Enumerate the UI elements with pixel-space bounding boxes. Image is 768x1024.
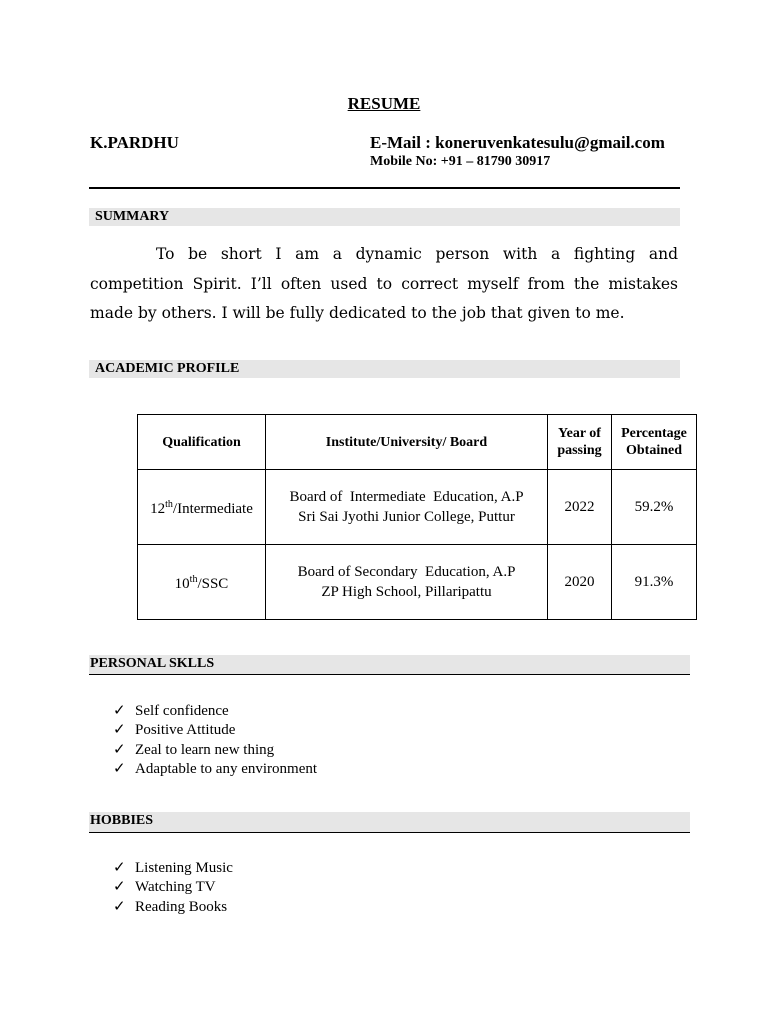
personal-skills-heading: PERSONAL SKLLS [89,655,690,675]
institute-cell: Board of Intermediate Education, A.P Sri Sai Jyothi Junior College, Puttur [266,470,548,545]
summary-paragraph [90,240,678,329]
checkmark-icon: ✓ [113,760,126,777]
table-row [138,470,697,545]
qualification-cell: 10th/SSC [138,545,266,620]
checkmark-icon: ✓ [113,860,126,876]
column-header: Year of passing [548,415,612,470]
summary-text: To be short I am a dynamic person with a fighting and competition Spirit. I’ll often used to correct myself from the mistakes made by others. I will be fully dedicated to the job that given to me. [90,245,678,322]
column-header: Qualification [138,415,266,470]
column-header: Percentage Obtained [612,415,697,470]
academic-table [137,414,697,620]
list-item: ✓ Adaptable to any environment [113,760,317,779]
list-item: ✓ Listening Music [113,859,233,878]
list-item: ✓ Positive Attitude [113,721,317,740]
checkmark-icon: ✓ [113,879,126,896]
email-text: E-Mail : koneruvenkatesulu@gmail.com [370,133,665,152]
percentage-cell: 59.2% [612,470,697,545]
checkmark-icon: ✓ [113,703,126,719]
mobile-text: Mobile No: +91 – 81790 30917 [370,154,551,169]
qualification-cell: 12th/Intermediate [138,470,266,545]
list-item: ✓ Reading Books [113,898,233,917]
percentage-cell: 91.3% [612,545,697,620]
table-row [138,545,697,620]
table-header-row [138,415,697,470]
year-cell: 2020 [548,545,612,620]
list-item: ✓ Watching TV [113,878,233,897]
institute-cell: Board of Secondary Education, A.P ZP High School, Pillaripattu [266,545,548,620]
summary-heading: SUMMARY [89,208,680,226]
year-cell: 2022 [548,470,612,545]
resume-title: RESUME [347,94,421,113]
list-item: ✓ Zeal to learn new thing [113,741,317,760]
hobbies-list [113,859,233,917]
header-divider [89,187,680,189]
candidate-name: K.PARDHU [90,133,179,152]
academic-heading: ACADEMIC PROFILE [89,360,680,378]
list-item: ✓ Self confidence [113,702,317,721]
checkmark-icon: ✓ [113,741,126,758]
personal-skills-list [113,702,317,779]
hobbies-heading: HOBBIES [89,812,690,833]
checkmark-icon: ✓ [113,898,126,915]
column-header: Institute/University/ Board [266,415,548,470]
checkmark-icon: ✓ [113,722,126,739]
